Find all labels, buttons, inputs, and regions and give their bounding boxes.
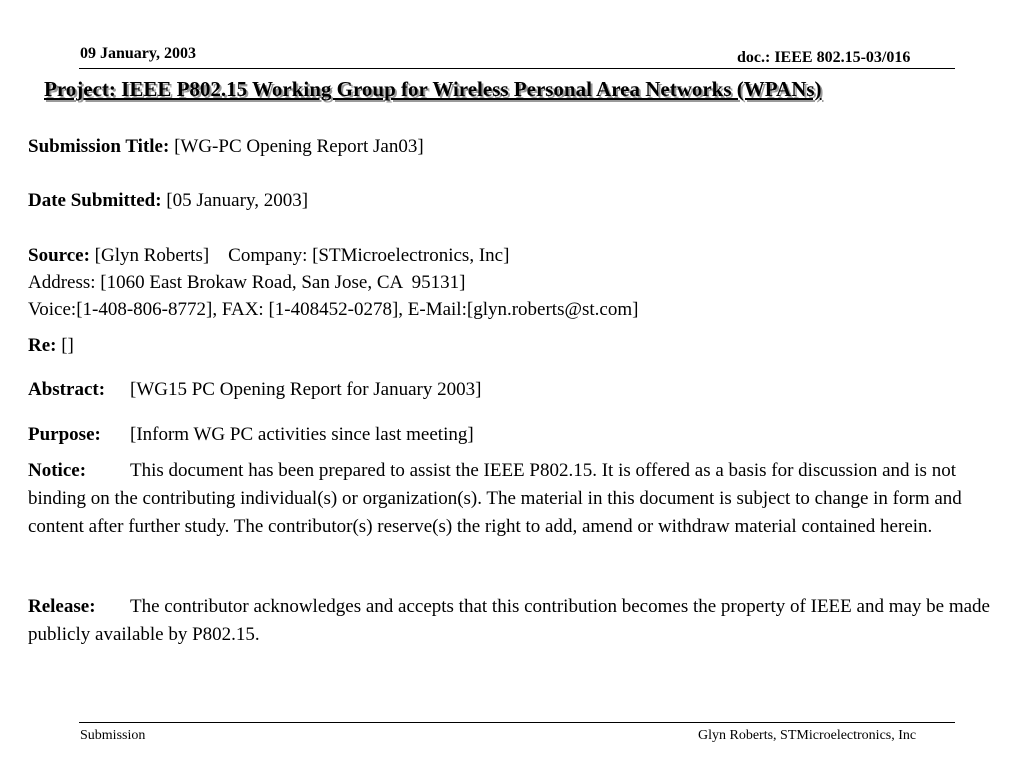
date-submitted-value: [05 January, 2003]: [161, 190, 309, 211]
footer-submission: Submission: [80, 728, 146, 743]
footer-author: Glyn Roberts, STMicroelectronics, Inc: [698, 728, 917, 743]
footer-divider: [79, 722, 955, 723]
re-line: [28, 332, 74, 359]
source-label: Source:: [28, 245, 90, 266]
abstract-line: [28, 376, 105, 403]
date-submitted-label: Date Submitted:: [28, 190, 162, 211]
abstract-label: Abstract:: [28, 379, 106, 400]
re-value: []: [56, 335, 74, 356]
source-line: [28, 242, 509, 269]
release-label: Release:: [28, 596, 96, 617]
source-contact: Voice:[1-408-806-8772], FAX: [1-408452-0278], E-Mail:[glyn.roberts@st.com]: [28, 299, 639, 320]
purpose-label: Purpose:: [28, 424, 101, 445]
notice-text: This document has been prepared to assist the IEEE P802.15. It is offered as a basis for discussion and is not binding on the contributing individual(s) or organization(s). The material in this document is subject to change in form and content after further study. The contributor(s) reserve(s) the right to add, amend or withdraw material contained herein.: [28, 460, 962, 537]
date-submitted-line: [28, 187, 308, 214]
source-value: [Glyn Roberts] Company: [STMicroelectronics, Inc]: [89, 245, 510, 266]
re-label: Re:: [28, 335, 57, 356]
release-text: The contributor acknowledges and accepts that this contribution becomes the property of IEEE and may be made publicly available by P802.15.: [28, 596, 990, 645]
header-date: 09 January, 2003: [80, 45, 197, 62]
project-title: Project: IEEE P802.15 Working Group for Wireless Personal Area Networks (WPANs): [44, 77, 822, 101]
header-divider: [79, 68, 955, 69]
submission-title-label: Submission Title:: [28, 136, 170, 157]
source-address: Address: [1060 East Brokaw Road, San Jose, CA 95131]: [28, 272, 466, 293]
purpose-line: [28, 421, 101, 448]
notice-label: Notice:: [28, 460, 87, 481]
release-paragraph: [28, 593, 1003, 649]
notice-paragraph: [28, 457, 1003, 541]
purpose-value: [Inform WG PC activities since last meeting]: [130, 424, 474, 445]
header-doc-id: doc.: IEEE 802.15-03/016: [737, 49, 911, 66]
abstract-value: [WG15 PC Opening Report for January 2003]: [130, 379, 482, 400]
submission-title-line: [28, 133, 424, 160]
submission-title-value: [WG-PC Opening Report Jan03]: [169, 136, 424, 157]
